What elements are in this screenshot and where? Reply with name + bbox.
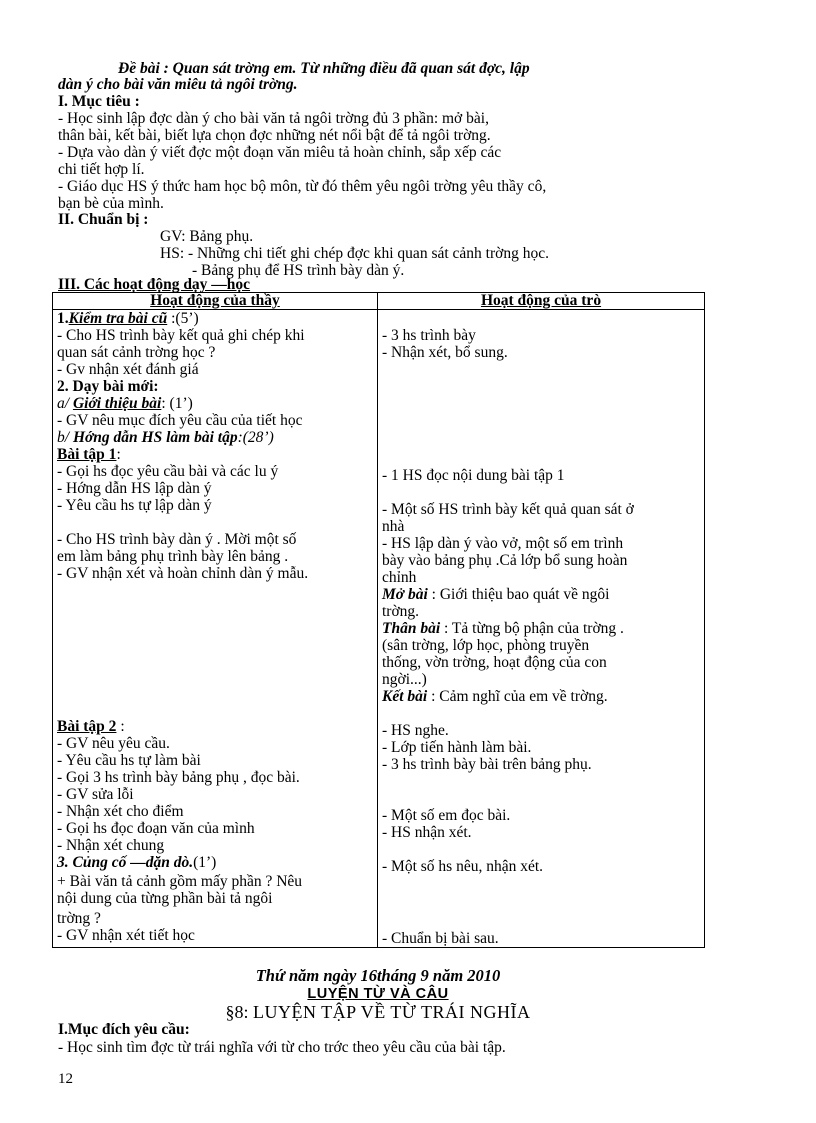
student-column-header: Hoạt động của trò xyxy=(378,293,705,310)
student-line: - Chuẩn bị bài sau. xyxy=(382,930,499,947)
exercise-2-heading: Bài tập 2 : xyxy=(57,718,125,735)
spacer xyxy=(382,378,700,395)
spacer xyxy=(382,361,700,378)
student-line: - HS nghe. xyxy=(382,722,449,739)
spacer xyxy=(57,684,373,701)
teacher-line: - Nhận xét chung xyxy=(57,837,165,854)
spacer xyxy=(382,395,700,412)
teacher-line: - Gv nhận xét đánh giá xyxy=(57,361,199,378)
teacher-line: - Nhận xét cho điểm xyxy=(57,803,184,820)
section-2a-heading: a/ Giới thiệu bài: (1’) xyxy=(57,395,193,412)
student-line: - Lớp tiến hành làm bài. xyxy=(382,739,532,756)
spacer xyxy=(382,790,700,807)
spacer xyxy=(57,650,373,667)
spacer xyxy=(57,701,373,718)
spacer xyxy=(382,875,700,892)
teacher-line: - Gọi 3 hs trình bày bảng phụ , đọc bài. xyxy=(57,769,300,786)
teacher-line: - Yêu cầu hs tự làm bài xyxy=(57,752,201,769)
student-line: - HS lập dàn ý vào vở, một số em trình xyxy=(382,535,624,552)
activities-title: III. Các hoạt động dạy —học xyxy=(58,276,251,293)
student-line: - Nhận xét, bổ sung. xyxy=(382,344,508,361)
student-line: ngời...) xyxy=(382,671,427,688)
spacer xyxy=(57,599,373,616)
spacer xyxy=(57,667,373,684)
teacher-line: em làm bảng phụ trình bày lên bảng . xyxy=(57,548,289,565)
student-line: bày vào bảng phụ .Cả lớp bổ sung hoàn xyxy=(382,552,628,569)
teacher-line: - Gọi hs đọc đoạn văn của mình xyxy=(57,820,255,837)
spacer xyxy=(382,310,700,327)
student-line: - 3 hs trình bày bài trên bảng phụ. xyxy=(382,756,592,773)
teacher-line: trờng ? xyxy=(57,910,101,927)
spacer xyxy=(57,616,373,633)
spacer xyxy=(57,633,373,650)
purpose-title: I.Mục đích yêu cầu: xyxy=(58,1021,190,1038)
spacer xyxy=(382,705,700,722)
purpose-line: - Học sinh tìm đợc từ trái nghĩa với từ cho trớc theo yêu cầu của bài tập. xyxy=(58,1039,506,1056)
subject-heading: LUYỆN TỪ VÀ CÂU xyxy=(307,986,449,1002)
teacher-activities-cell xyxy=(53,310,378,948)
teacher-column-header: Hoạt động của thầy xyxy=(53,293,378,310)
spacer xyxy=(382,773,700,790)
teacher-line: - GV sửa lỗi xyxy=(57,786,134,803)
objective-line: thân bài, kết bài, biết lựa chọn đợc những nét nổi bật để tả ngôi trờng. xyxy=(58,127,491,144)
preparation-title: II. Chuẩn bị : xyxy=(58,211,149,228)
lesson-date: Thứ năm ngày 16tháng 9 năm 2010 xyxy=(255,966,501,985)
exercise-1-heading: Bài tập 1: xyxy=(57,446,121,463)
teacher-line: - GV nhận xét và hoàn chỉnh dàn ý mẫu. xyxy=(57,565,309,582)
spacer xyxy=(382,412,700,429)
student-line: thống, vờn trờng, hoạt động của con xyxy=(382,654,607,671)
objective-line: - Học sinh lập đợc dàn ý cho bài văn tả ngôi trờng đủ 3 phần: mở bài, xyxy=(58,110,489,127)
student-line: - 1 HS đọc nội dung bài tập 1 xyxy=(382,467,565,484)
spacer xyxy=(382,446,700,463)
student-line: trờng. xyxy=(382,603,420,620)
student-line: nhà xyxy=(382,518,405,535)
student-line: chỉnh xyxy=(382,569,417,586)
objectives-title: I. Mục tiêu : xyxy=(58,93,140,110)
outline-intro: Mở bài : Giới thiệu bao quát về ngôi xyxy=(382,586,610,603)
objective-line: bạn bè của mình. xyxy=(58,195,164,212)
spacer xyxy=(382,909,700,926)
spacer xyxy=(382,484,700,501)
teacher-line: nội dung của từng phần bài tả ngôi xyxy=(57,890,273,907)
teacher-line: - Cho HS trình bày kết quả ghi chép khi xyxy=(57,327,305,344)
spacer xyxy=(382,429,700,446)
objective-line: chi tiết hợp lí. xyxy=(58,161,145,178)
lesson-activities-table xyxy=(52,292,705,948)
teacher-line: quan sát cảnh trờng học ? xyxy=(57,344,216,361)
objective-line: - Dựa vào dàn ý viết đợc một đoạn văn miêu tả hoàn chỉnh, sắp xếp các xyxy=(58,144,502,161)
assignment-title-line-2: dàn ý cho bài văn miêu tả ngôi trờng. xyxy=(58,76,298,93)
section-2b-heading: b/ Hớng dẫn HS làm bài tập:(28’) xyxy=(57,429,274,446)
student-activities-cell xyxy=(378,310,705,948)
student-line: - HS nhận xét. xyxy=(382,824,472,841)
page-number: 12 xyxy=(58,1071,73,1087)
student-line: (sân trờng, lớp học, phòng truyền xyxy=(382,637,590,654)
teacher-line: - Yêu cầu hs tự lập dàn ý xyxy=(57,497,212,514)
preparation-gv: GV: Bảng phụ. xyxy=(160,228,254,245)
objective-line: - Giáo dục HS ý thức ham học bộ môn, từ đó thêm yêu ngôi trờng yêu thầy cô, xyxy=(58,178,547,195)
student-line: - Một số HS trình bày kết quả quan sát ở xyxy=(382,501,634,518)
teacher-line: - GV nhận xét tiết học xyxy=(57,927,195,944)
teacher-line: - Gọi hs đọc yêu cầu bài và các lu ý xyxy=(57,463,279,480)
teacher-line: - Hớng dẫn HS lập dàn ý xyxy=(57,480,212,497)
student-line: - Một số hs nêu, nhận xét. xyxy=(382,858,544,875)
spacer xyxy=(57,582,373,599)
spacer xyxy=(382,841,700,858)
spacer xyxy=(382,892,700,909)
outline-conclusion: Kết bài : Cảm nghĩ của em về trờng. xyxy=(382,688,608,705)
preparation-hs-2: - Bảng phụ để HS trình bày dàn ý. xyxy=(192,262,405,279)
spacer xyxy=(57,514,373,531)
teacher-line: + Bài văn tả cảnh gồm mấy phần ? Nêu xyxy=(57,873,303,890)
teacher-line: - GV nêu yêu cầu. xyxy=(57,735,170,752)
preparation-hs-1: HS: - Những chi tiết ghi chép đợc khi quan sát cảnh trờng học. xyxy=(160,245,549,262)
section-3-heading: 3. Củng cố —dặn dò.(1’) xyxy=(57,854,217,871)
assignment-title-line-1: Đề bài : Quan sát trờng em. Từ những điều đã quan sát đợc, lập xyxy=(118,60,530,77)
section-2-heading: 2. Dạy bài mới: xyxy=(57,378,159,395)
student-line: - Một số em đọc bài. xyxy=(382,807,511,824)
teacher-line: - GV nêu mục đích yêu cầu của tiết học xyxy=(57,412,303,429)
outline-body: Thân bài : Tả từng bộ phận của trờng . xyxy=(382,620,624,637)
table-body-row xyxy=(53,310,705,948)
lesson-title: §8: LUYỆN TẬP VỀ TỪ TRÁI NGHĨA xyxy=(225,1002,531,1022)
student-line: - 3 hs trình bày xyxy=(382,327,476,344)
teacher-line: - Cho HS trình bày dàn ý . Mời một số xyxy=(57,531,297,548)
table-header-row xyxy=(53,293,705,310)
section-1-heading: 1.Kiểm tra bài cũ :(5’) xyxy=(57,310,199,327)
